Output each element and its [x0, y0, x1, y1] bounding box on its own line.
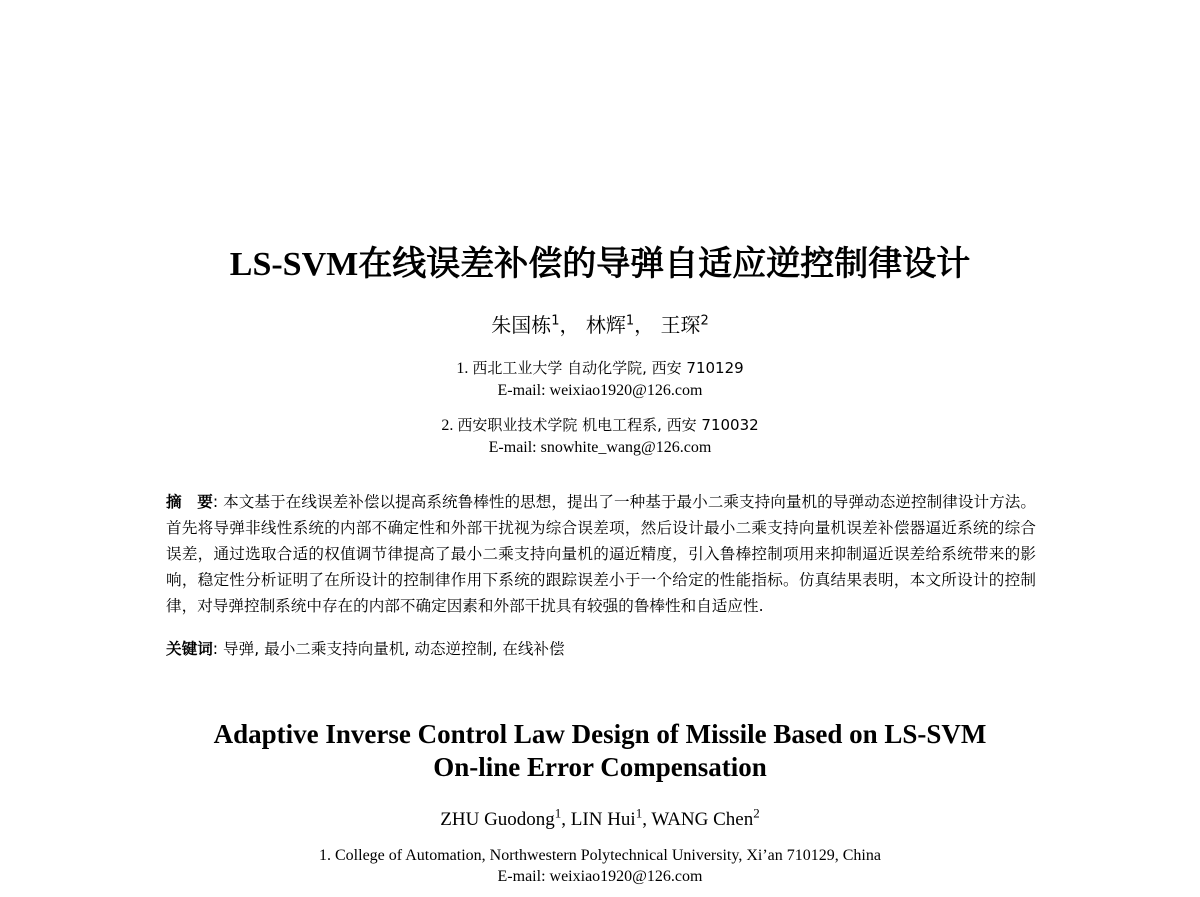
chinese-keywords: [166, 636, 1036, 662]
author-separator: ，: [634, 313, 655, 337]
keywords-text: : 导弹, 最小二乘支持向量机, 动态逆控制, 在线补偿: [212, 640, 565, 658]
chinese-title: [0, 242, 1200, 287]
author-name: 王琛: [660, 313, 701, 337]
author-name: WANG Chen: [651, 809, 754, 830]
author-affiliation-mark: 1: [635, 805, 643, 821]
affiliation-email: E-mail: weixiao1920@126.com: [497, 382, 703, 399]
author-affiliation-mark: 1: [551, 313, 560, 329]
english-title-line-1: Adaptive Inverse Control Law Design of Missile Based on LS-SVM: [213, 719, 987, 749]
affiliation-line: 西北工业大学 自动化学院, 西安 710129: [472, 359, 744, 377]
author-separator: ,: [561, 809, 571, 830]
chinese-title-text: 在线误差补偿的导弹自适应逆控制律设计: [358, 244, 971, 284]
author-separator: ，: [559, 313, 580, 337]
abstract-label: 摘 要: [166, 493, 213, 511]
author-name: ZHU Guodong: [440, 809, 555, 830]
chinese-title-latin: LS-SVM: [229, 246, 359, 283]
author-name: 林辉: [585, 313, 626, 337]
english-affiliation: [0, 845, 1200, 887]
affiliation-email: E-mail: snowhite_wang@126.com: [488, 439, 712, 456]
chinese-affiliation-1: [0, 357, 1200, 402]
author-name: 朱国栋: [491, 313, 552, 337]
author-affiliation-mark: 2: [753, 805, 760, 821]
affiliation-email: E-mail: weixiao1920@126.com: [497, 868, 703, 885]
english-title: [0, 718, 1200, 784]
author-affiliation-mark: 1: [625, 313, 635, 329]
chinese-authors: [0, 310, 1200, 340]
english-authors: [0, 806, 1200, 834]
affiliation-line: 1. College of Automation, Northwestern Polytechnical University, Xi’an 710129, China: [319, 847, 881, 864]
keywords-label: 关键词: [166, 640, 213, 658]
affiliation-number: 1.: [456, 360, 469, 377]
chinese-abstract: [166, 489, 1036, 619]
chinese-affiliation-2: [0, 414, 1200, 459]
affiliation-line: 西安职业技术学院 机电工程系, 西安 710032: [457, 416, 759, 434]
author-affiliation-mark: 1: [554, 805, 562, 821]
author-name: LIN Hui: [570, 809, 636, 830]
abstract-text: : 本文基于在线误差补偿以提高系统鲁棒性的思想，提出了一种基于最小二乘支持向量机的导弹动态逆控制律设计方法。首先将导弹非线性系统的内部不确定性和外部干扰视为综合误差项，然后设计最小二乘支持向量机误差补偿器逼近系统的综合误差，通过选取合适的权值调节律提高了最小二乘支持向量机的逼近精度，引入鲁棒控制项用来抑制逼近误差给系统带来的影响，稳定性分析证明了在所设计的控制律作用下系统的跟踪误差小于一个给定的性能指标。仿真结果表明，本文所设计的控制律，对导弹控制系统中存在的内部不确定因素和外部干扰具有较强的鲁棒性和自适应性.: [166, 493, 1036, 615]
affiliation-number: 2.: [441, 417, 454, 434]
author-separator: ,: [642, 809, 652, 830]
author-affiliation-mark: 2: [700, 313, 709, 329]
english-title-line-2: On-line Error Compensation: [433, 752, 767, 782]
